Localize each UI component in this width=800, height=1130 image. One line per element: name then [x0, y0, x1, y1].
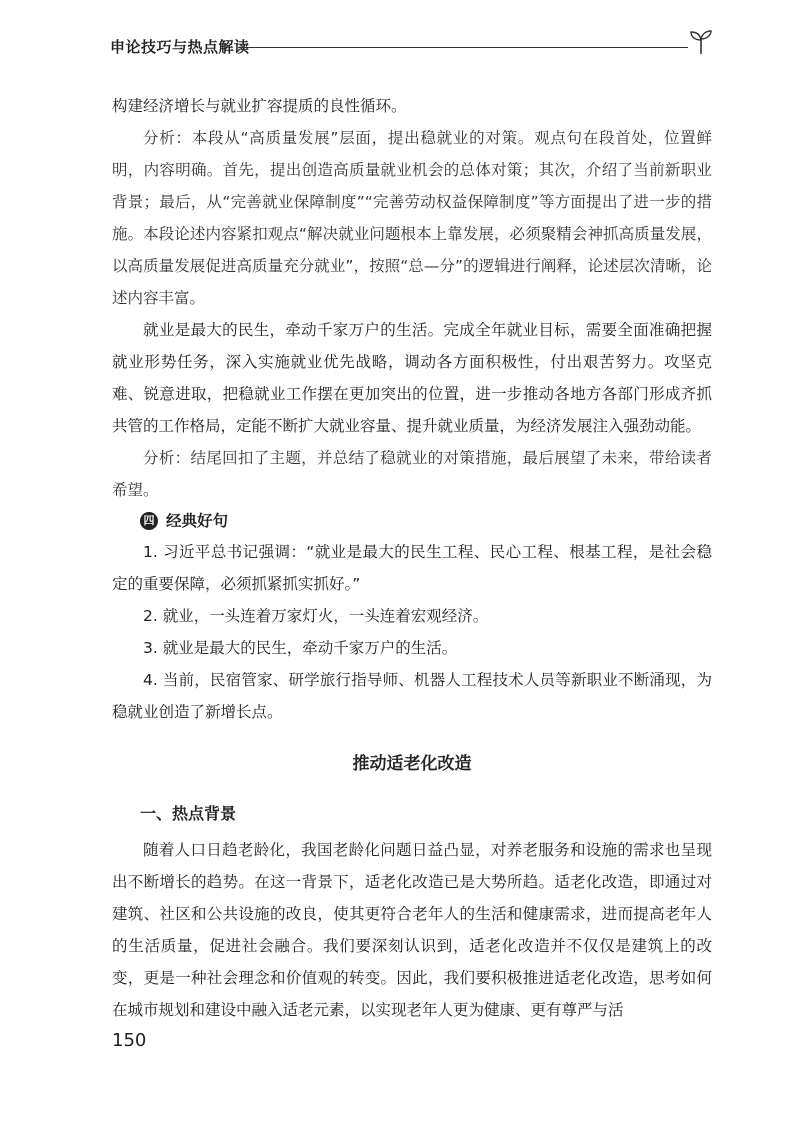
background-paragraph: 随着人口日趋老龄化，我国老龄化问题日益凸显，对养老服务和设施的需求也呈现出不断增长的趋势。在这一背景下，适老化改造已是大势所趋。适老化改造，即通过对建筑、社区和公共设施的改良，使其更符合老年人的生活和健康需求，进而提高老年人的生活质量，促进社会融合。我们要深刻认识到，适老化改造并不仅仅是建筑上的改变，更是一种社会理念和价值观的转变。因此，我们要积极推进适老化改造，思考如何在城市规划和建设中融入适老元素，以实现老年人更为健康、更有尊严与活: [112, 841, 712, 1019]
page-content: [112, 90, 712, 1026]
header-rule: [238, 47, 688, 48]
good-sentence-item: 3. 就业是最大的民生，牵动千家万户的生活。: [143, 639, 458, 657]
section-subhead: 一、热点背景: [140, 804, 237, 823]
analysis-paragraph: 分析：结尾回扣了主题，并总结了稳就业的对策措施，最后展望了未来，带给读者希望。: [112, 449, 712, 499]
page-number: 150: [112, 1030, 147, 1051]
header-title: 申论技巧与热点解读: [110, 38, 250, 56]
section-title: 推动适老化改造: [352, 754, 472, 774]
good-sentence-item: 2. 就业，一头连着万家灯火，一头连着宏观经济。: [143, 607, 489, 625]
paragraph-continued: 构建经济增长与就业扩容提质的良性循环。: [112, 97, 407, 115]
page-header: [110, 28, 714, 58]
analysis-paragraph: 分析：本段从“高质量发展”层面，提出稳就业的对策。观点句在段首处，位置鲜明，内容明确。首先，提出创造高质量就业机会的总体对策；其次，介绍了当前新职业背景；最后，从“完善就业保障制度”“完善劳动权益保障制度”等方面提出了进一步的措施。本段论述内容紧扣观点“解决就业问题根本上靠发展，必须聚精会神抓高质量发展，以高质量发展促进高质量充分就业”，按照“总—分”的逻辑进行阐释，论述层次清晰，论述内容丰富。: [112, 129, 712, 307]
conclusion-paragraph: 就业是最大的民生，牵动千家万户的生活。完成全年就业目标，需要全面准确把握就业形势任务，深入实施就业优先战略，调动各方面积极性，付出艰苦努力。攻坚克难、锐意进取，把稳就业工作摆在更加突出的位置，进一步推动各地方各部门形成齐抓共管的工作格局，定能不断扩大就业容量、提升就业质量，为经济发展注入强劲动能。: [112, 321, 712, 435]
good-sentence-item: 1. 习近平总书记强调：“就业是最大的民生工程、民心工程、根基工程，是社会稳定的重要保障，必须抓紧抓实抓好。”: [112, 543, 712, 593]
good-sentence-item: 4. 当前，民宿管家、研学旅行指导师、机器人工程技术人员等新职业不断涌现，为稳就业创造了新增长点。: [112, 671, 712, 721]
section-badge: 四: [140, 512, 158, 530]
sprout-icon: [688, 28, 714, 56]
good-sentences-title: 经典好句: [166, 512, 229, 530]
good-sentences-heading: [140, 506, 712, 536]
